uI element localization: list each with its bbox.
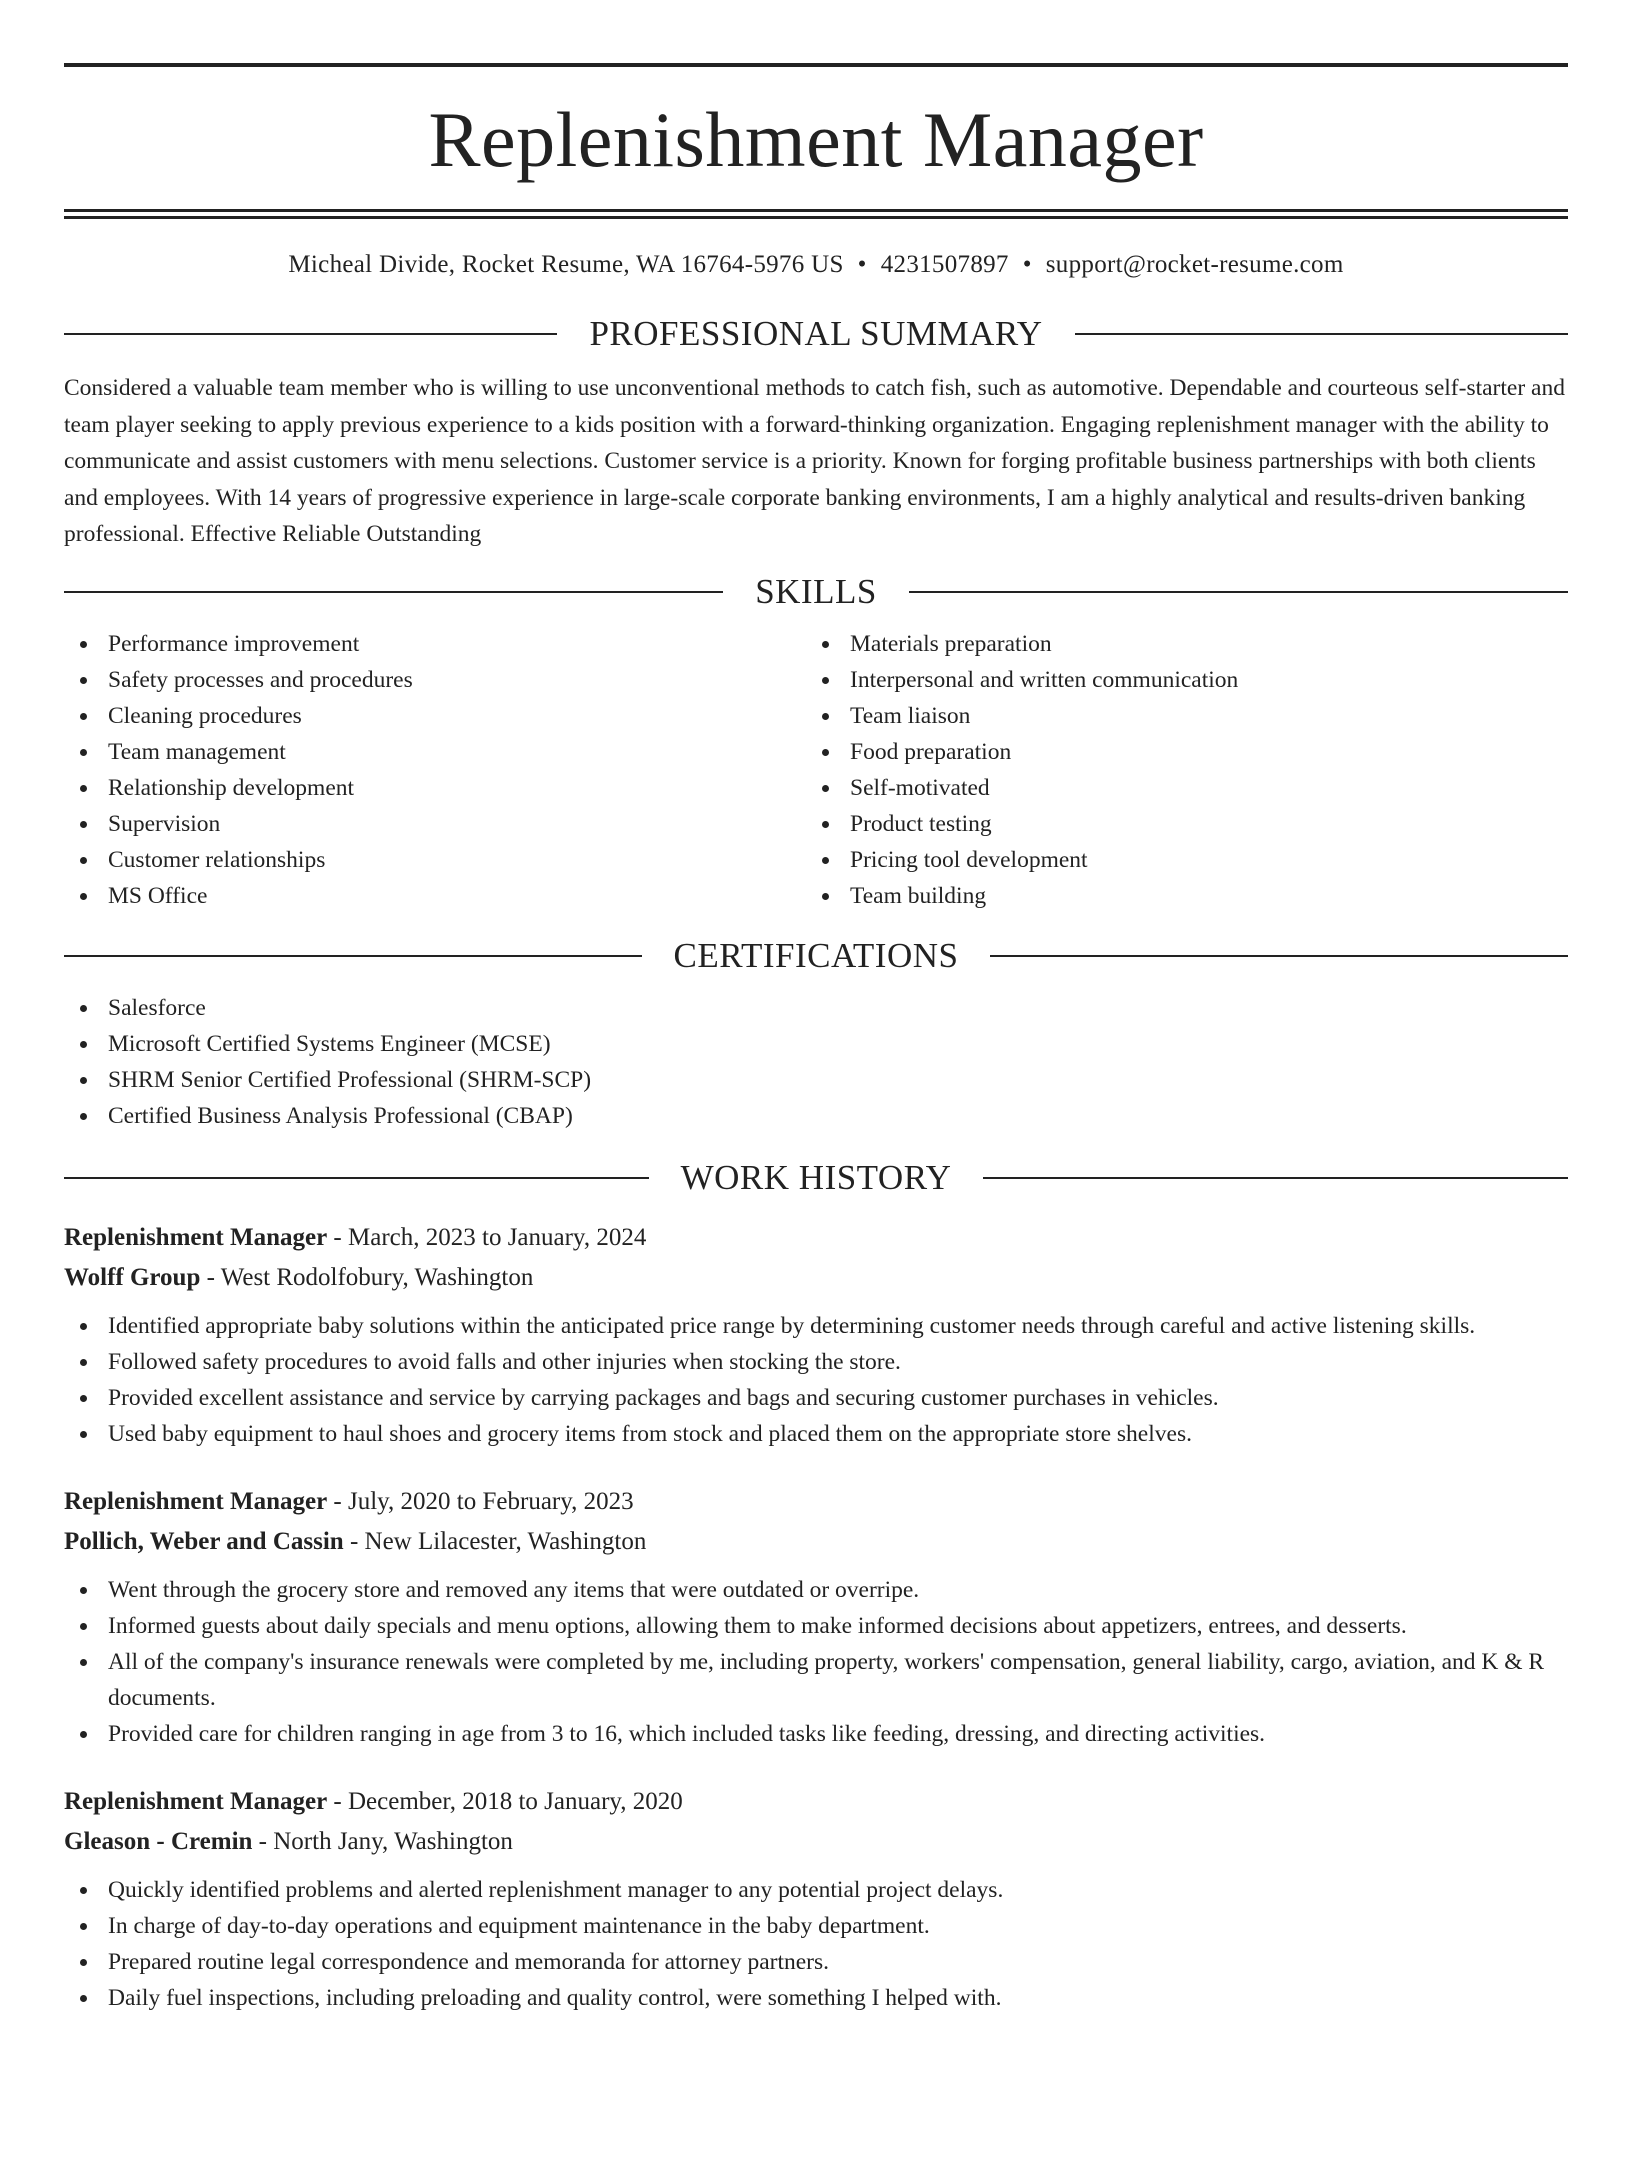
title-double-rule (64, 209, 1568, 219)
skill-item: MS Office (64, 878, 806, 914)
job-location: - West Rodolfobury, Washington (200, 1263, 534, 1291)
summary-section-header (64, 312, 1568, 356)
skill-item: Supervision (64, 806, 806, 842)
job-bullet: Provided care for children ranging in age from 3 to 16, which included tasks like feeding, dressing, and directing activities. (64, 1716, 1568, 1752)
skill-item: Pricing tool development (806, 842, 1548, 878)
skills-section-header (64, 570, 1568, 614)
job-bullet: Followed safety procedures to avoid falls and other injuries when stocking the store. (64, 1344, 1568, 1380)
skill-item: Self-motivated (806, 770, 1548, 806)
job-title: Replenishment Manager (64, 1223, 328, 1251)
skill-item: Team building (806, 878, 1548, 914)
section-rule (64, 955, 642, 957)
job-location: - New Lilacester, Washington (343, 1527, 647, 1555)
section-rule (64, 333, 557, 335)
job-company: Pollich, Weber and Cassin (64, 1527, 344, 1555)
certification-item: Microsoft Certified Systems Engineer (MCSE) (64, 1026, 1568, 1062)
job-title-line (64, 1218, 1568, 1258)
job-bullets (64, 1872, 1568, 2016)
job-title: Replenishment Manager (64, 1487, 328, 1515)
job-title: Replenishment Manager (64, 1787, 328, 1815)
skill-item: Relationship development (64, 770, 806, 806)
skill-item: Safety processes and procedures (64, 662, 806, 698)
summary-heading: PROFESSIONAL SUMMARY (589, 314, 1043, 353)
contact-line (64, 249, 1568, 281)
skills-list-right (806, 626, 1548, 914)
job-bullet: Identified appropriate baby solutions within the anticipated price range by determining customer needs through careful and active listening skills. (64, 1308, 1568, 1344)
skill-item: Materials preparation (806, 626, 1548, 662)
job-bullet: Daily fuel inspections, including preloading and quality control, were something I helped with. (64, 1980, 1568, 2016)
certifications-heading: CERTIFICATIONS (673, 935, 959, 975)
job-company-line (64, 1258, 1568, 1298)
skill-item: Product testing (806, 806, 1548, 842)
job-dates: - March, 2023 to January, 2024 (327, 1223, 647, 1251)
job-company-line (64, 1522, 1568, 1562)
resume-title: Replenishment Manager (428, 96, 1204, 183)
skills-columns (64, 626, 1568, 914)
work-history-section-header (64, 1156, 1568, 1200)
skill-item: Cleaning procedures (64, 698, 806, 734)
section-rule (64, 591, 723, 593)
job-bullets (64, 1308, 1568, 1452)
skill-item: Food preparation (806, 734, 1548, 770)
job-company: Gleason - Cremin (64, 1827, 253, 1855)
job-bullet: Quickly identified problems and alerted replenishment manager to any potential project delays. (64, 1872, 1568, 1908)
summary-text: Considered a valuable team member who is willing to use unconventional methods to catch fish, such as automotive. Dependable and courteous self-starter and team player seeking to apply previous experience to a kids position with a forward-thinking organization. Engaging replenishment manager with the ability to communicate and assist customers with menu selections. Customer service is a priority. Known for forging profitable business partnerships with both clients and employees. With 14 years of progressive experience in large-scale corporate banking environments, I am a highly analytical and results-driven banking professional. Effective Reliable Outstanding (64, 375, 1565, 547)
job-bullet: Went through the grocery store and removed any items that were outdated or overripe. (64, 1572, 1568, 1608)
job-entry (64, 1218, 1568, 1452)
skill-item: Team liaison (806, 698, 1548, 734)
job-bullet: Used baby equipment to haul shoes and grocery items from stock and placed them on the appropriate store shelves. (64, 1416, 1568, 1452)
job-company: Wolff Group (64, 1263, 201, 1291)
contact-address: Micheal Divide, Rocket Resume, WA 16764-5976 US (288, 251, 844, 278)
job-dates: - December, 2018 to January, 2020 (327, 1787, 683, 1815)
job-location: - North Jany, Washington (252, 1827, 513, 1855)
skill-item: Performance improvement (64, 626, 806, 662)
contact-phone: 4231507897 (880, 251, 1009, 278)
job-bullet: Informed guests about daily specials and menu options, allowing them to make informed decisions about appetizers, entrees, and desserts. (64, 1608, 1568, 1644)
job-bullets (64, 1572, 1568, 1752)
skills-list-left (64, 626, 806, 914)
contact-email: support@rocket-resume.com (1045, 251, 1344, 278)
skill-item: Interpersonal and written communication (806, 662, 1548, 698)
skill-item: Team management (64, 734, 806, 770)
job-bullet: Provided excellent assistance and service by carrying packages and bags and securing customer purchases in vehicles. (64, 1380, 1568, 1416)
section-rule (909, 591, 1568, 593)
section-rule (64, 1177, 649, 1179)
job-title-line (64, 1782, 1568, 1822)
certification-item: Salesforce (64, 990, 1568, 1026)
certification-item: Certified Business Analysis Professional (CBAP) (64, 1098, 1568, 1134)
job-bullet: In charge of day-to-day operations and equipment maintenance in the baby department. (64, 1908, 1568, 1944)
job-entry (64, 1782, 1568, 2016)
skills-heading: SKILLS (755, 571, 877, 611)
contact-separator: • (1022, 251, 1032, 278)
section-rule (1075, 333, 1568, 335)
job-entry (64, 1482, 1568, 1752)
certifications-list (64, 990, 1568, 1134)
work-history-heading: WORK HISTORY (680, 1157, 952, 1197)
section-rule (990, 955, 1568, 957)
contact-separator: • (857, 251, 867, 278)
certifications-section-header (64, 934, 1568, 978)
job-dates: - July, 2020 to February, 2023 (327, 1487, 634, 1515)
certification-item: SHRM Senior Certified Professional (SHRM-SCP) (64, 1062, 1568, 1098)
section-rule (983, 1177, 1568, 1179)
job-company-line (64, 1822, 1568, 1862)
top-rule (64, 63, 1568, 67)
resume-page (64, 63, 1568, 2016)
skill-item: Customer relationships (64, 842, 806, 878)
job-bullet: Prepared routine legal correspondence and memoranda for attorney partners. (64, 1944, 1568, 1980)
job-title-line (64, 1482, 1568, 1522)
job-bullet: All of the company's insurance renewals were completed by me, including property, workers' compensation, general liability, cargo, aviation, and K & R documents. (64, 1644, 1568, 1716)
